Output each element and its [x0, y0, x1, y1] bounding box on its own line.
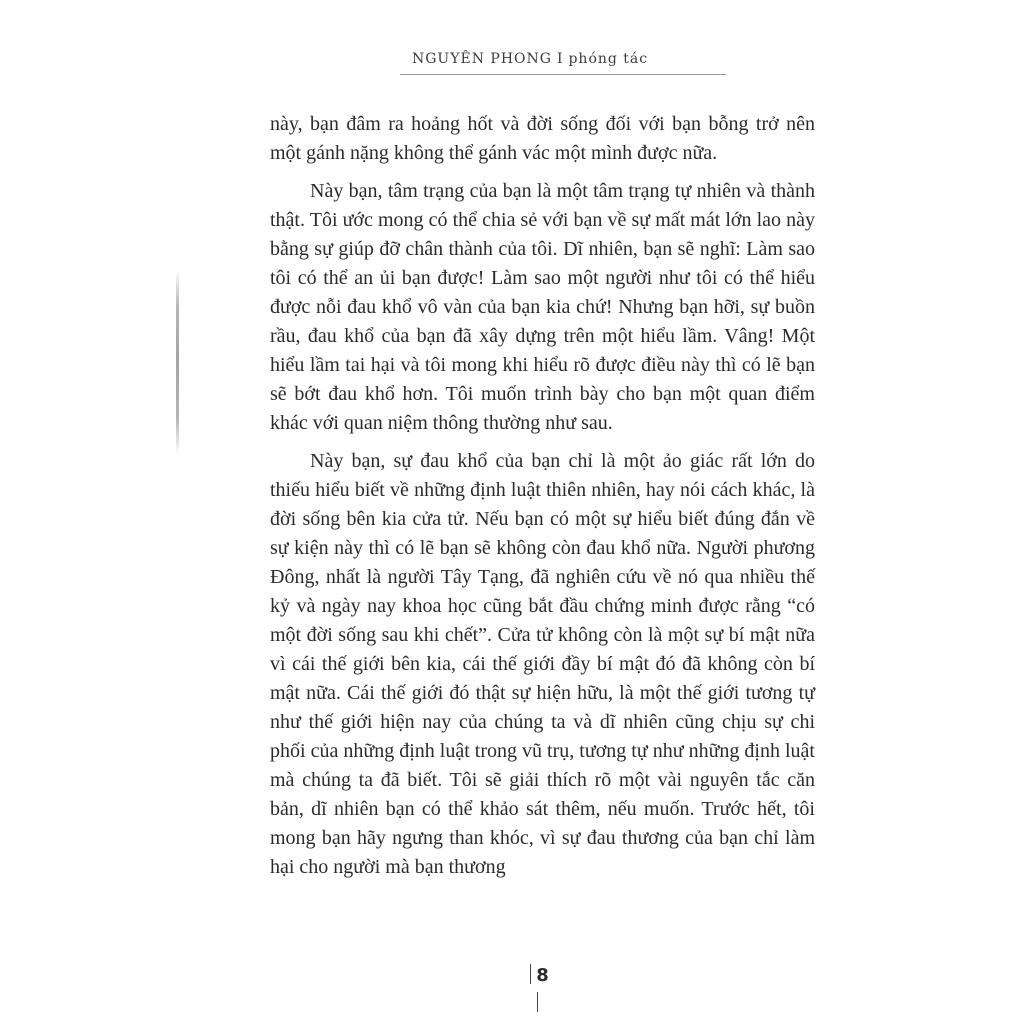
page-number — [520, 962, 554, 990]
running-header — [412, 51, 662, 75]
page-number-value: 8 — [536, 965, 549, 986]
page-gutter-shadow — [176, 270, 179, 455]
paragraph: Này bạn, sự đau khổ của bạn chỉ là một ảo giác rất lớn do thiếu hiểu biết về những định luật thiên nhiên, hay nói cách khác, là đời sống bên kia cửa tử. Nếu bạn có một sự hiểu biết đúng đắn về sự kiện này thì có lẽ bạn sẽ không còn đau khổ nữa. Người phương Đông, nhất là người Tây Tạng, đã nghiên cứu về nó qua nhiều thế kỷ và ngày nay khoa học cũng bắt đầu chứng minh được rằng “có một đời sống sau khi chết”. Cửa tử không còn là một sự bí mật nữa vì cái thế giới bên kia, cái thế giới đầy bí mật đó đã không còn bí mật nữa. Cái thế giới đó thật sự hiện hữu, là một thế giới tương tự như thế giới hiện nay của chúng ta và dĩ nhiên cũng chịu sự chi phối của những định luật trong vũ trụ, tương tự như những định luật mà chúng ta đã biết. Tôi sẽ giải thích rõ một vài nguyên tắc căn bản, dĩ nhiên bạn có thể khảo sát thêm, nếu muốn. Trước hết, tôi mong bạn hãy ngưng than khóc, vì sự đau thương của bạn chỉ làm hại cho người mà bạn thương — [270, 450, 815, 878]
header-author: NGUYÊN PHONG — [412, 51, 552, 67]
page-number-left-bar — [530, 964, 531, 984]
body-text — [270, 110, 815, 882]
paragraph: Này bạn, tâm trạng của bạn là một tâm trạng tự nhiên và thành thật. Tôi ước mong có thể chia sẻ với bạn về sự mất mát lớn lao này bằng sự giúp đỡ chân thành của tôi. Dĩ nhiên, bạn sẽ nghĩ: Làm sao tôi có thể an ủi bạn được! Làm sao một người như tôi có thể hiểu được nỗi đau khổ vô vàn của bạn kia chứ! Nhưng bạn hỡi, sự buồn rầu, đau khổ của bạn đã xây dựng trên một hiểu lầm. Vâng! Một hiểu lầm tai hại và tôi mong khi hiểu rõ được điều này thì có lẽ bạn sẽ bớt đau khổ hơn. Tôi muốn trình bày cho bạn một quan điểm khác với quan niệm thông thường như sau. — [270, 180, 815, 434]
header-separator: I — [556, 51, 564, 67]
header-role: phóng tác — [568, 51, 649, 67]
paragraph-continued: này, bạn đâm ra hoảng hốt và đời sống đối với bạn bỗng trở nên một gánh nặng không thể gánh vác một mình được nữa. — [270, 113, 815, 164]
page-number-right-bar — [537, 992, 538, 1012]
header-rule — [400, 74, 726, 75]
